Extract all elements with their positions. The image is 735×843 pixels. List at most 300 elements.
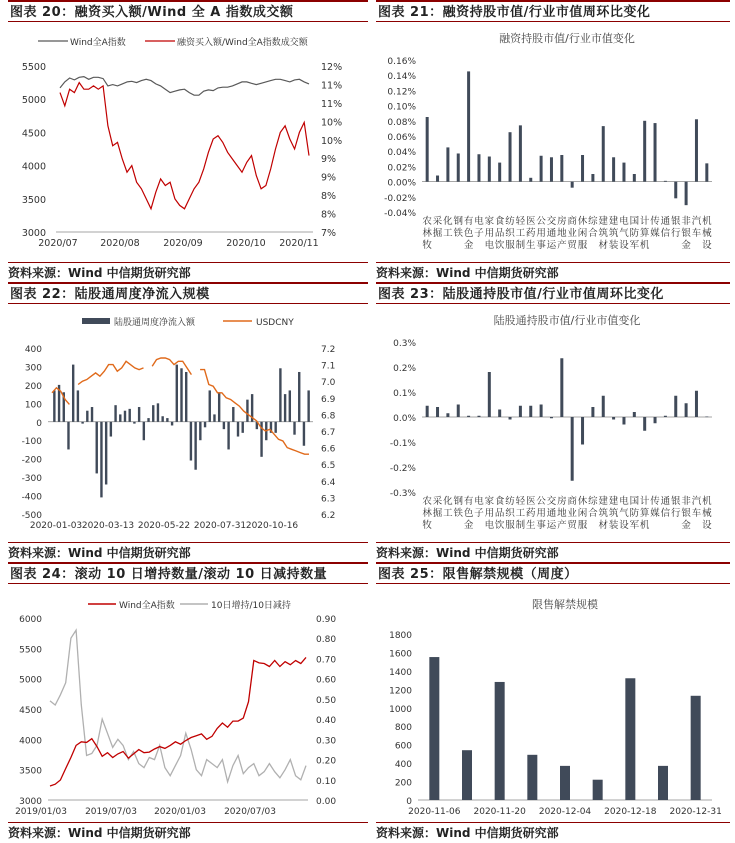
x-tick-label: 2020-05-22 [137, 521, 191, 531]
bar [643, 417, 646, 431]
x-tick-label: 2020-12-18 [604, 807, 657, 817]
y-tick-label: 0.2% [393, 364, 416, 374]
y-tick-label: 0.10 [316, 776, 337, 787]
x-tick-label: 工 [515, 508, 526, 519]
x-tick-label: 非 [681, 496, 691, 507]
x-tick-label: 品 [494, 228, 505, 239]
bar [436, 407, 439, 417]
bar [633, 412, 636, 417]
y-tick-label: 0.30 [316, 736, 337, 747]
x-tick-label: 2019/07/03 [85, 807, 137, 817]
x-tick-label: 2020/01/03 [154, 807, 206, 817]
bar [105, 422, 107, 485]
x-tick-label: 2020-01-03 [29, 521, 83, 531]
x-tick-label: 机 [702, 216, 712, 227]
bar [96, 422, 98, 474]
bar [91, 407, 93, 422]
bar [246, 400, 248, 422]
bar [457, 153, 460, 181]
x-tick-label: 电 [619, 216, 629, 227]
panel-title-25: 图表 25：限售解禁规模（周度） [376, 562, 730, 584]
y-tick-label: -0.2% [389, 464, 416, 474]
x-tick-label: 服 [577, 520, 588, 531]
bar [477, 416, 480, 417]
bar [199, 422, 201, 440]
x-tick-label: 媒 [650, 508, 660, 519]
x-tick-label: 用 [484, 228, 495, 239]
x-tick-label: 产 [557, 240, 567, 251]
y-tick-label: 6.3 [321, 494, 336, 505]
x-tick-label: 织 [505, 228, 515, 239]
x-tick-label: 装 [608, 520, 619, 531]
x-tick-label: 建 [598, 216, 609, 227]
x-tick-label: 用 [536, 228, 546, 239]
panel-title-24: 图表 24：滚动 10 日增持数量/滚动 10 日减持数量 [8, 562, 368, 584]
bar [284, 394, 286, 422]
x-tick-label: 生 [525, 520, 536, 531]
y-tick-label: 5500 [21, 62, 46, 73]
bar [161, 416, 163, 422]
x-tick-label: 2020/08 [100, 238, 140, 249]
x-tick-label: 事 [536, 240, 546, 251]
y-tick-label: 4000 [19, 736, 42, 747]
bar [560, 766, 570, 800]
x-tick-label: 电 [474, 216, 484, 227]
y-tick-label: 5500 [19, 645, 42, 656]
bar [133, 422, 135, 424]
x-tick-label: 农 [422, 496, 432, 507]
y-tick-label: 0 [36, 418, 42, 429]
bar [86, 411, 88, 422]
x-tick-label: 筑 [608, 228, 619, 239]
x-tick-label: 牧 [422, 520, 432, 531]
x-tick-label: 传 [650, 496, 660, 507]
x-tick-label: 机 [702, 496, 712, 507]
x-tick-label: 防 [629, 228, 640, 239]
y-tick-label: 12% [321, 62, 343, 73]
x-tick-label: 纺 [505, 496, 515, 507]
chart-northbound-flow [8, 306, 368, 542]
x-tick-label: 制 [515, 240, 526, 251]
bar [540, 405, 543, 418]
bar [446, 413, 449, 417]
chart-title: 陆股通持股市值/行业市值变化 [493, 314, 641, 327]
bar [143, 422, 145, 440]
bar [426, 406, 429, 417]
series-line [50, 630, 306, 782]
x-tick-label: 装 [608, 240, 619, 251]
y-tick-label: 0.04% [387, 148, 416, 159]
bar [289, 390, 291, 421]
x-tick-label: 气 [619, 228, 629, 239]
x-tick-label: 2020/11 [279, 238, 319, 249]
bar [209, 390, 211, 421]
x-tick-label: 军 [629, 240, 640, 251]
source-note-22: 资料来源：Wind 中信期货研究部 [8, 542, 368, 562]
bar [467, 71, 470, 181]
x-tick-label: 车 [691, 228, 702, 239]
bar [498, 410, 501, 418]
x-tick-label: 通 [660, 496, 671, 507]
bar [658, 766, 668, 800]
bar [426, 117, 429, 182]
y-tick-label: 0.60 [316, 675, 337, 686]
x-tick-label: 纺 [505, 216, 515, 227]
x-tick-label: 建 [598, 496, 609, 507]
y-tick-label: 0.08% [387, 117, 416, 128]
y-tick-label: 3500 [19, 766, 42, 777]
x-tick-label: 通 [546, 228, 557, 239]
x-tick-label: 通 [546, 508, 557, 519]
y-tick-label: 10% [321, 117, 343, 129]
bar [593, 780, 603, 800]
x-tick-label: 金 [463, 520, 474, 531]
x-tick-label: 银 [670, 496, 681, 507]
x-tick-label: 林 [422, 228, 432, 239]
bar [223, 422, 225, 429]
x-tick-label: 闲 [577, 508, 588, 519]
x-tick-label: 2020/10 [226, 238, 266, 249]
x-tick-label: 信 [660, 228, 671, 239]
bar [462, 750, 472, 800]
legend-label: Wind全A指数 [70, 38, 126, 48]
x-tick-label: 地 [557, 228, 567, 239]
bar [622, 417, 625, 425]
x-tick-label: 食 [494, 216, 505, 227]
x-tick-label: 牧 [422, 240, 432, 251]
x-tick-label: 设 [619, 240, 629, 251]
x-tick-label: 国 [629, 216, 640, 227]
y-tick-label: 6.9 [321, 394, 336, 405]
x-tick-label: 汽 [691, 496, 702, 507]
y-tick-label: 8% [321, 209, 337, 221]
y-tick-label: 6000 [19, 615, 42, 625]
x-tick-label: 电 [619, 496, 629, 507]
bar [560, 155, 563, 182]
bar [529, 178, 532, 182]
y-tick-label: 7.2 [321, 345, 336, 355]
bar [571, 417, 574, 481]
y-tick-label: 5000 [19, 675, 42, 686]
y-tick-label: -400 [21, 492, 42, 503]
y-tick-label: 3000 [19, 797, 42, 807]
y-tick-label: 0.3% [393, 339, 416, 349]
bar [581, 155, 584, 182]
source-note-23: 资料来源：Wind 中信期货研究部 [376, 542, 730, 562]
x-tick-label: 2020-10-16 [245, 521, 299, 531]
bar [429, 657, 439, 800]
y-tick-label: 1800 [389, 631, 412, 641]
bar [213, 414, 215, 421]
series-line [60, 83, 309, 209]
source-note-20: 资料来源：Wind 中信期货研究部 [8, 262, 368, 282]
y-tick-label: 100 [24, 400, 42, 411]
source-note-25: 资料来源：Wind 中信期货研究部 [376, 822, 730, 842]
y-tick-label: 5000 [21, 95, 46, 107]
bar [180, 368, 182, 421]
y-tick-label: 11% [321, 80, 343, 92]
x-tick-label: 掘 [432, 508, 443, 519]
x-tick-label: 房 [557, 496, 567, 507]
bar [53, 390, 55, 421]
bar [633, 174, 636, 182]
x-tick-label: 休 [577, 496, 588, 507]
y-tick-label: 200 [24, 381, 42, 392]
y-tick-label: 0.40 [316, 716, 337, 727]
bar [550, 157, 553, 181]
y-tick-label: 3500 [21, 194, 46, 206]
series-line [78, 361, 143, 384]
chart-margin-holding-change [376, 24, 730, 262]
y-tick-label: 6.2 [321, 511, 336, 521]
legend-label: 融资买入额/Wind全A指数成交额 [177, 38, 308, 48]
legend-swatch [82, 318, 110, 324]
x-tick-label: 建 [608, 216, 619, 227]
panel-title-21: 图表 21：融资持股市值/行业市值周环比变化 [376, 0, 730, 22]
y-tick-label: -0.3% [389, 489, 416, 499]
x-tick-label: 贸 [567, 240, 577, 251]
x-tick-label: 公 [536, 496, 546, 507]
x-tick-label: 农 [422, 216, 432, 227]
panel-title-20: 图表 20：融资买入额/Wind 全 A 指数成交额 [8, 0, 368, 22]
x-tick-label: 织 [505, 508, 515, 519]
x-tick-label: 机 [639, 240, 650, 251]
x-tick-label: 电 [484, 240, 495, 251]
x-tick-label: 2020-11-06 [408, 807, 461, 817]
bar [457, 405, 460, 418]
x-tick-label: 有 [463, 216, 474, 227]
bar [110, 422, 112, 437]
bar [77, 390, 79, 421]
x-tick-label: 国 [629, 496, 640, 507]
x-tick-label: 信 [660, 508, 671, 519]
x-tick-label: 服 [505, 240, 515, 251]
bar [612, 157, 615, 181]
bar [232, 407, 234, 422]
x-tick-label: 设 [702, 520, 712, 531]
x-tick-label: 铁 [453, 508, 464, 519]
y-tick-label: 7% [321, 228, 337, 239]
y-tick-label: 0.0% [393, 414, 416, 424]
bar [446, 147, 449, 181]
y-tick-label: 6.7 [321, 428, 336, 438]
x-tick-label: 用 [536, 508, 546, 519]
y-tick-label: 1000 [389, 704, 412, 715]
y-tick-label: 3000 [21, 228, 46, 239]
x-tick-label: 地 [557, 508, 567, 519]
x-tick-label: 饮 [494, 520, 505, 531]
bar [498, 163, 501, 182]
x-tick-label: 钢 [453, 216, 464, 227]
y-tick-label: -100 [21, 437, 42, 448]
x-tick-label: 防 [629, 508, 640, 519]
y-tick-label: 1200 [389, 686, 412, 697]
bar [157, 403, 159, 421]
x-tick-label: 算 [639, 228, 650, 239]
bar [581, 417, 584, 445]
x-tick-label: 2019/01/03 [15, 807, 67, 817]
bar [654, 417, 657, 423]
x-tick-label: 钢 [453, 496, 464, 507]
x-tick-label: 医 [525, 496, 536, 507]
x-tick-label: 运 [546, 520, 557, 531]
y-tick-label: 0.06% [387, 133, 416, 143]
y-tick-label: 4000 [21, 161, 46, 173]
x-tick-label: 化 [443, 216, 453, 227]
legend-label: USDCNY [256, 318, 294, 328]
y-tick-label: 0.10% [387, 102, 416, 113]
x-tick-label: 运 [546, 240, 557, 251]
x-tick-label: 生 [525, 240, 536, 251]
y-tick-label: 0.16% [387, 57, 416, 67]
bar [591, 174, 594, 182]
x-tick-label: 综 [588, 216, 598, 227]
bar [72, 365, 74, 422]
x-tick-label: 2020-03-13 [81, 521, 135, 531]
y-tick-label: 11% [321, 98, 343, 110]
bar [625, 678, 635, 800]
y-tick-label: 400 [24, 345, 42, 355]
bar [242, 422, 244, 433]
bar [100, 422, 102, 498]
x-tick-label: 金 [681, 520, 691, 531]
x-tick-label: 林 [422, 508, 432, 519]
bar [147, 418, 149, 422]
x-tick-label: 筑 [598, 508, 609, 519]
y-tick-label: 9% [321, 154, 337, 166]
y-tick-label: 6.6 [321, 444, 336, 455]
bar [114, 405, 116, 422]
x-tick-label: 业 [567, 508, 577, 519]
bar [602, 396, 605, 417]
bar [529, 406, 532, 417]
x-tick-label: 金 [463, 240, 474, 251]
x-tick-label: 通 [660, 216, 671, 227]
legend-label: 10日增持/10日减持 [211, 601, 291, 611]
x-tick-label: 2020/07 [38, 238, 78, 249]
legend-label: 陆股通周度净流入额 [114, 318, 196, 328]
y-tick-label: 0.00% [387, 178, 416, 189]
bar [612, 417, 615, 420]
y-tick-label: 800 [394, 723, 412, 734]
bar [674, 182, 677, 199]
bar [477, 154, 480, 181]
panel-title-23: 图表 23：陆股通持股市值/行业市值周环比变化 [376, 282, 730, 304]
x-tick-label: 设 [619, 520, 629, 531]
x-tick-label: 家 [484, 496, 495, 507]
bar [519, 125, 522, 181]
x-tick-label: 铁 [453, 228, 464, 239]
bar [519, 406, 522, 417]
x-tick-label: 交 [546, 496, 557, 507]
y-tick-label: 0 [406, 797, 412, 807]
series-line [200, 370, 309, 455]
y-tick-label: 7.1 [321, 361, 336, 372]
x-tick-label: 公 [536, 216, 546, 227]
x-tick-label: 银 [670, 216, 681, 227]
bar [166, 418, 168, 422]
x-tick-label: 行 [670, 508, 681, 519]
x-tick-label: 轻 [515, 216, 526, 227]
bar [685, 182, 688, 206]
x-tick-label: 建 [608, 496, 619, 507]
x-tick-label: 媒 [650, 228, 660, 239]
x-tick-label: 材 [598, 520, 609, 531]
x-tick-label: 采 [432, 216, 443, 227]
x-tick-label: 工 [515, 228, 526, 239]
bar [571, 182, 574, 188]
bar [509, 132, 512, 181]
bar [194, 422, 196, 470]
bar [527, 755, 537, 800]
x-tick-label: 电 [474, 496, 484, 507]
y-tick-label: 4500 [19, 706, 42, 716]
y-tick-label: 0.14% [387, 72, 416, 83]
y-tick-label: -500 [21, 511, 42, 521]
y-tick-label: 0.02% [387, 163, 416, 174]
bar [129, 409, 131, 422]
bar [218, 392, 220, 422]
x-tick-label: 服 [505, 520, 515, 531]
y-tick-label: -200 [21, 455, 42, 466]
y-tick-label: 400 [394, 760, 412, 771]
x-tick-label: 子 [474, 228, 484, 239]
bar [488, 372, 491, 417]
bar [509, 417, 512, 420]
x-tick-label: 商 [567, 496, 577, 507]
x-tick-label: 休 [577, 216, 588, 227]
x-tick-label: 综 [588, 496, 598, 507]
x-tick-label: 有 [463, 496, 474, 507]
bar [171, 422, 173, 426]
x-tick-label: 计 [639, 216, 650, 227]
x-tick-label: 2020-12-04 [538, 807, 592, 817]
bar [190, 422, 192, 461]
x-tick-label: 汽 [691, 216, 702, 227]
bar [691, 696, 701, 800]
x-tick-label: 药 [525, 228, 536, 239]
bar [152, 405, 154, 422]
x-tick-label: 色 [463, 508, 474, 519]
bar [274, 422, 276, 433]
x-tick-label: 色 [463, 228, 474, 239]
bar [540, 156, 543, 182]
x-tick-label: 计 [639, 496, 650, 507]
x-tick-label: 车 [691, 508, 702, 519]
bar [602, 126, 605, 181]
bar [176, 365, 178, 422]
x-tick-label: 家 [484, 216, 495, 227]
x-tick-label: 工 [443, 508, 453, 519]
x-tick-label: 非 [681, 216, 691, 227]
x-tick-label: 医 [525, 216, 536, 227]
panel-title-22: 图表 22：陆股通周度净流入规模 [8, 282, 368, 304]
chart-title: 融资持股市值/行业市值变化 [499, 32, 635, 45]
bar [664, 181, 667, 182]
x-tick-label: 电 [484, 520, 495, 531]
y-tick-label: 6.5 [321, 461, 336, 472]
x-tick-label: 工 [443, 228, 453, 239]
x-tick-label: 食 [494, 496, 505, 507]
y-tick-label: 10% [321, 135, 343, 147]
x-tick-label: 产 [557, 520, 567, 531]
x-tick-label: 机 [639, 520, 650, 531]
bar [560, 358, 563, 417]
x-tick-label: 贸 [567, 520, 577, 531]
y-tick-label: -0.04% [384, 209, 416, 219]
x-tick-label: 2020/09 [163, 238, 203, 249]
chart-holding-ratio [8, 586, 368, 822]
